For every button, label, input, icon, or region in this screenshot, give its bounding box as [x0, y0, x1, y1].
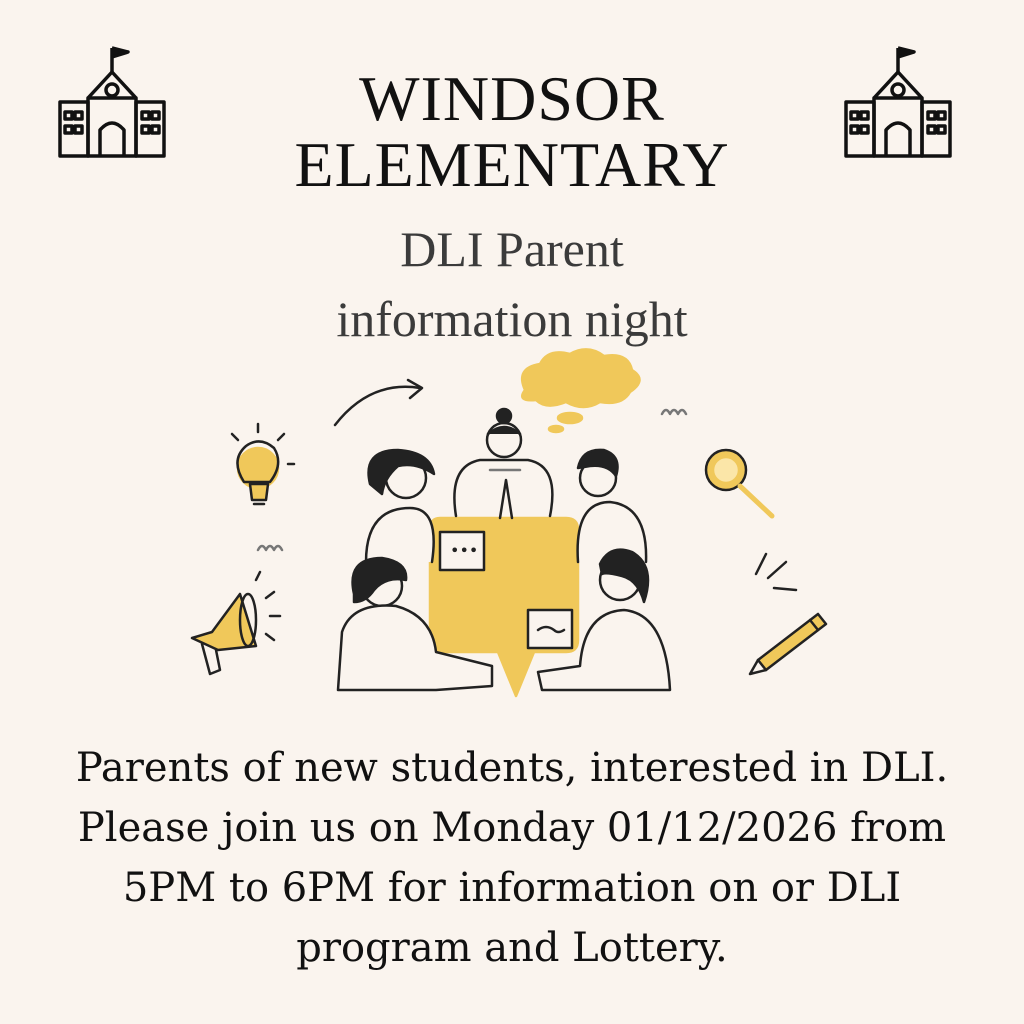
message-line: Parents of new students, interested in DLI. [75, 745, 949, 791]
magnifier-icon [706, 450, 772, 516]
lightbulb-icon [232, 424, 294, 504]
page-subtitle [0, 214, 1024, 354]
person [454, 409, 552, 518]
thought-cloud-icon [522, 349, 639, 407]
parents-meeting-illustration [170, 340, 850, 710]
title-line: WINDSOR [359, 63, 665, 134]
person [578, 450, 647, 562]
event-message [30, 738, 994, 978]
arrow-icon [335, 387, 420, 425]
svg-text:•••: ••• [450, 541, 479, 560]
pencil-icon [750, 614, 826, 674]
page-title [0, 63, 1024, 200]
megaphone-icon [192, 572, 280, 674]
subtitle-line: DLI Parent [400, 221, 624, 277]
person [366, 450, 434, 562]
title-line: ELEMENTARY [294, 129, 730, 200]
message-line: Please join us on Monday 01/12/2026 from [77, 805, 947, 851]
subtitle-line: information night [336, 291, 688, 347]
message-line: program and Lottery. [296, 925, 728, 971]
message-line: 5PM to 6PM for information on or DLI [122, 865, 902, 911]
